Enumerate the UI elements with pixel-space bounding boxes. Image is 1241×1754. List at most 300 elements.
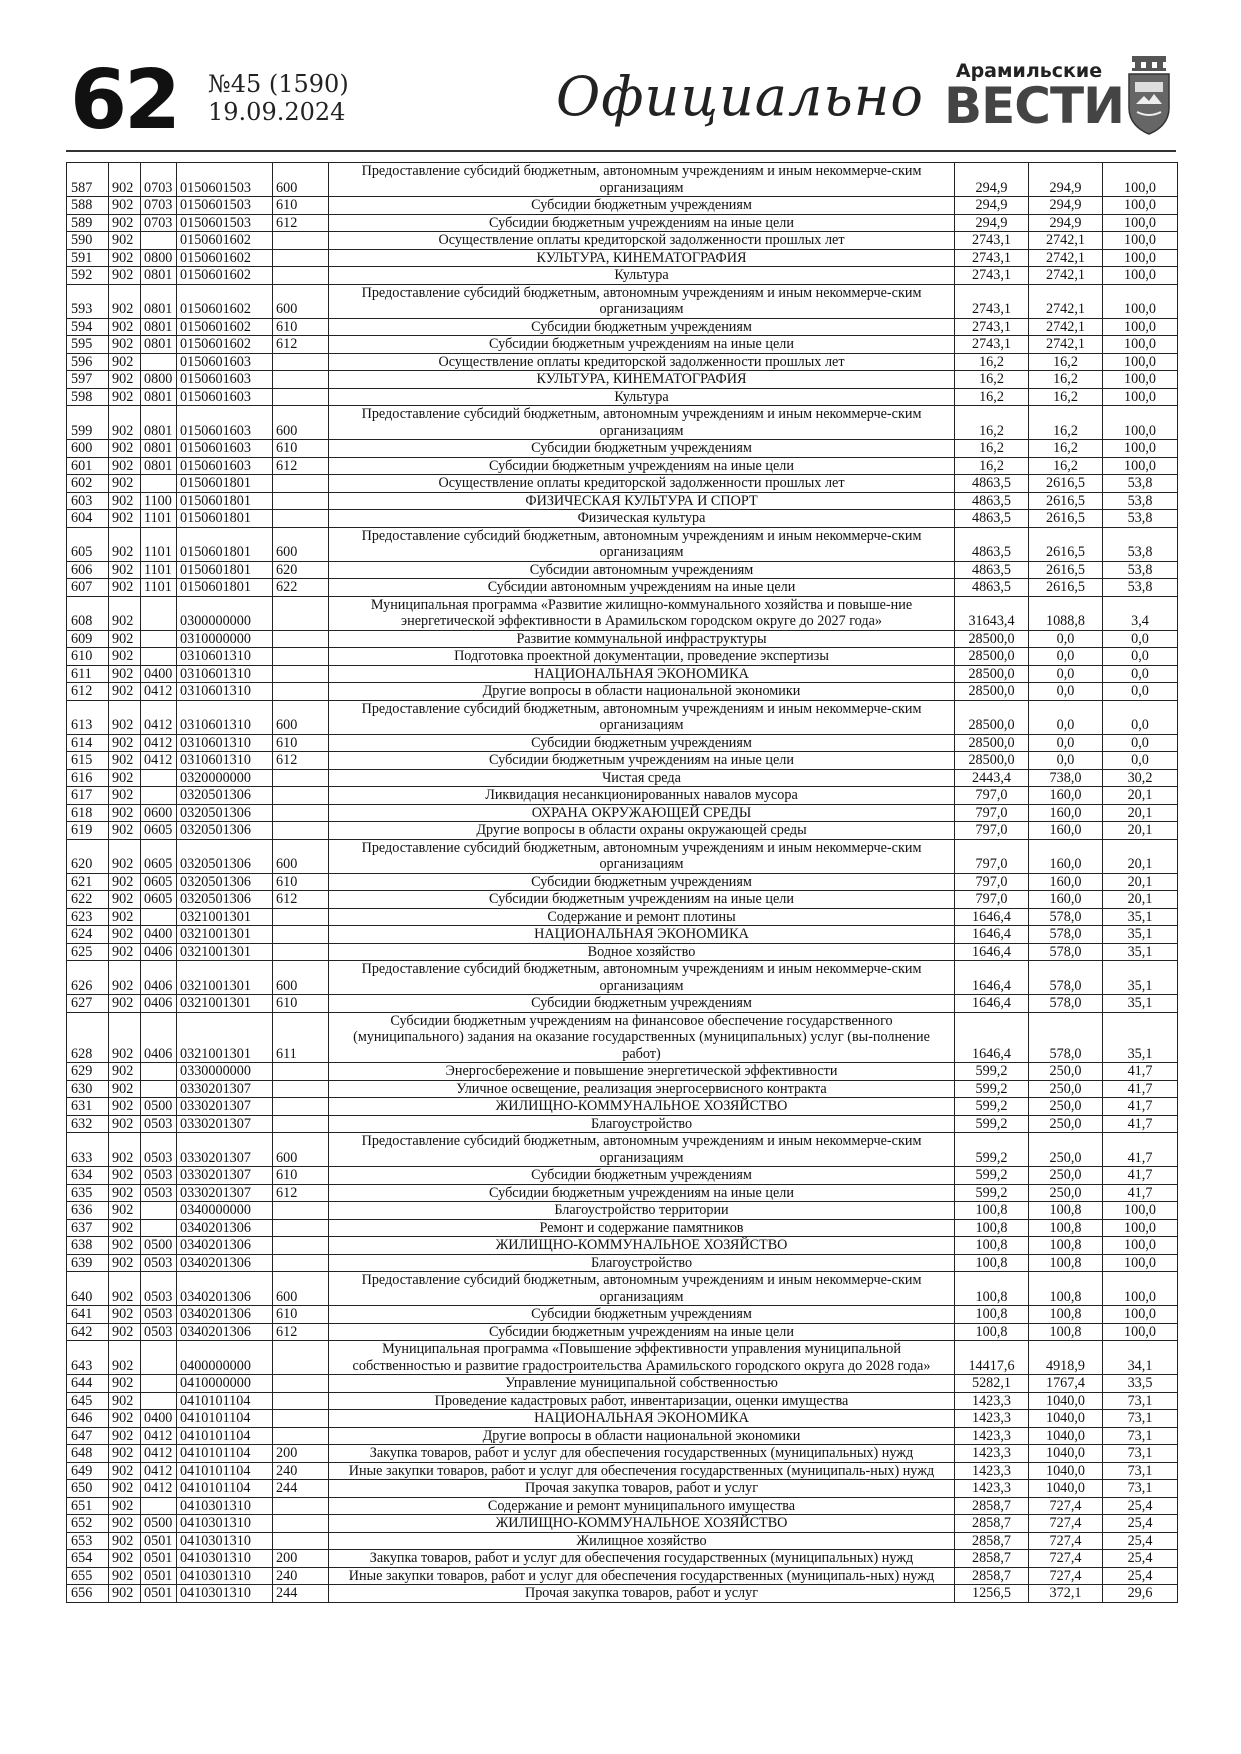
expense-type-cell: 600: [273, 163, 329, 197]
section-code-cell: 0801: [141, 406, 177, 440]
table-row: [67, 1272, 1178, 1306]
section-code-cell: 0412: [141, 1462, 177, 1480]
execution-percent-cell: 25,4: [1103, 1567, 1178, 1585]
planned-amount-cell: 16,2: [955, 371, 1029, 389]
row-number-cell: 613: [67, 700, 109, 734]
department-code-cell: 902: [109, 665, 141, 683]
row-number-cell: 640: [67, 1272, 109, 1306]
section-code-cell: 0801: [141, 267, 177, 285]
execution-percent-cell: 35,1: [1103, 995, 1178, 1013]
row-number-cell: 609: [67, 630, 109, 648]
execution-percent-cell: 41,7: [1103, 1080, 1178, 1098]
section-code-cell: [141, 1375, 177, 1393]
department-code-cell: 902: [109, 1462, 141, 1480]
department-code-cell: 902: [109, 926, 141, 944]
table-row: [67, 1410, 1178, 1428]
expense-type-cell: 612: [273, 891, 329, 909]
section-code-cell: 0406: [141, 995, 177, 1013]
table-row: [67, 457, 1178, 475]
row-number-cell: 649: [67, 1462, 109, 1480]
executed-amount-cell: 250,0: [1029, 1184, 1103, 1202]
target-article-cell: 0330201307: [177, 1133, 273, 1167]
target-article-cell: 0330201307: [177, 1098, 273, 1116]
department-code-cell: 902: [109, 1133, 141, 1167]
line-item-name-cell: Прочая закупка товаров, работ и услуг: [329, 1585, 955, 1603]
section-code-cell: [141, 630, 177, 648]
department-code-cell: 902: [109, 1115, 141, 1133]
target-article-cell: 0150601801: [177, 579, 273, 597]
department-code-cell: 902: [109, 527, 141, 561]
execution-percent-cell: 53,8: [1103, 527, 1178, 561]
row-number-cell: 636: [67, 1202, 109, 1220]
target-article-cell: 0410101104: [177, 1480, 273, 1498]
row-number-cell: 648: [67, 1445, 109, 1463]
execution-percent-cell: 41,7: [1103, 1063, 1178, 1081]
executed-amount-cell: 2742,1: [1029, 267, 1103, 285]
table-row: [67, 596, 1178, 630]
executed-amount-cell: 727,4: [1029, 1550, 1103, 1568]
planned-amount-cell: 4863,5: [955, 579, 1029, 597]
planned-amount-cell: 14417,6: [955, 1341, 1029, 1375]
row-number-cell: 616: [67, 769, 109, 787]
section-code-cell: 0412: [141, 734, 177, 752]
section-code-cell: [141, 232, 177, 250]
table-row: [67, 1445, 1178, 1463]
expense-type-cell: [273, 683, 329, 701]
expense-type-cell: 244: [273, 1480, 329, 1498]
table-row: [67, 561, 1178, 579]
newspaper-logo: [944, 58, 1124, 138]
target-article-cell: 0410101104: [177, 1392, 273, 1410]
execution-percent-cell: 41,7: [1103, 1184, 1178, 1202]
row-number-cell: 592: [67, 267, 109, 285]
target-article-cell: 0340201306: [177, 1237, 273, 1255]
section-code-cell: [141, 1341, 177, 1375]
execution-percent-cell: 100,0: [1103, 249, 1178, 267]
executed-amount-cell: 16,2: [1029, 440, 1103, 458]
expense-type-cell: [273, 804, 329, 822]
section-code-cell: [141, 648, 177, 666]
issue-info: [208, 70, 349, 126]
expense-type-cell: 610: [273, 873, 329, 891]
executed-amount-cell: 727,4: [1029, 1497, 1103, 1515]
execution-percent-cell: 73,1: [1103, 1427, 1178, 1445]
row-number-cell: 587: [67, 163, 109, 197]
line-item-name-cell: Управление муниципальной собственностью: [329, 1375, 955, 1393]
target-article-cell: 0150601602: [177, 318, 273, 336]
department-code-cell: 902: [109, 804, 141, 822]
executed-amount-cell: 1040,0: [1029, 1392, 1103, 1410]
section-code-cell: 0412: [141, 700, 177, 734]
target-article-cell: 0320501306: [177, 787, 273, 805]
row-number-cell: 631: [67, 1098, 109, 1116]
department-code-cell: 902: [109, 1098, 141, 1116]
planned-amount-cell: 1423,3: [955, 1410, 1029, 1428]
line-item-name-cell: ОХРАНА ОКРУЖАЮЩЕЙ СРЕДЫ: [329, 804, 955, 822]
executed-amount-cell: 1040,0: [1029, 1480, 1103, 1498]
table-row: [67, 232, 1178, 250]
department-code-cell: 902: [109, 1550, 141, 1568]
row-number-cell: 622: [67, 891, 109, 909]
planned-amount-cell: 4863,5: [955, 561, 1029, 579]
planned-amount-cell: 2858,7: [955, 1515, 1029, 1533]
department-code-cell: 902: [109, 336, 141, 354]
line-item-name-cell: Физическая культура: [329, 510, 955, 528]
line-item-name-cell: ЖИЛИЩНО-КОММУНАЛЬНОЕ ХОЗЯЙСТВО: [329, 1515, 955, 1533]
execution-percent-cell: 35,1: [1103, 1012, 1178, 1063]
department-code-cell: 902: [109, 1272, 141, 1306]
target-article-cell: 0150601503: [177, 163, 273, 197]
execution-percent-cell: 100,0: [1103, 440, 1178, 458]
execution-percent-cell: 100,0: [1103, 406, 1178, 440]
section-code-cell: [141, 1080, 177, 1098]
executed-amount-cell: 1088,8: [1029, 596, 1103, 630]
expense-type-cell: 600: [273, 1272, 329, 1306]
expense-type-cell: 612: [273, 457, 329, 475]
expense-type-cell: [273, 1219, 329, 1237]
execution-percent-cell: 25,4: [1103, 1515, 1178, 1533]
department-code-cell: 902: [109, 353, 141, 371]
section-code-cell: 0500: [141, 1515, 177, 1533]
expense-type-cell: [273, 665, 329, 683]
planned-amount-cell: 1256,5: [955, 1585, 1029, 1603]
executed-amount-cell: 4918,9: [1029, 1341, 1103, 1375]
line-item-name-cell: Энергосбережение и повышение энергетической эффективности: [329, 1063, 955, 1081]
section-code-cell: 0503: [141, 1254, 177, 1272]
planned-amount-cell: 797,0: [955, 822, 1029, 840]
line-item-name-cell: Благоустройство территории: [329, 1202, 955, 1220]
executed-amount-cell: 2616,5: [1029, 561, 1103, 579]
execution-percent-cell: 100,0: [1103, 163, 1178, 197]
expense-type-cell: [273, 1515, 329, 1533]
expense-type-cell: 200: [273, 1550, 329, 1568]
target-article-cell: 0150601801: [177, 527, 273, 561]
executed-amount-cell: 160,0: [1029, 822, 1103, 840]
section-code-cell: [141, 1202, 177, 1220]
line-item-name-cell: Уличное освещение, реализация энергосервисного контракта: [329, 1080, 955, 1098]
execution-percent-cell: 53,8: [1103, 561, 1178, 579]
target-article-cell: 0150601602: [177, 232, 273, 250]
target-article-cell: 0150601602: [177, 284, 273, 318]
target-article-cell: 0410000000: [177, 1375, 273, 1393]
executed-amount-cell: 294,9: [1029, 214, 1103, 232]
planned-amount-cell: 797,0: [955, 873, 1029, 891]
line-item-name-cell: Субсидии бюджетным учреждениям на иные цели: [329, 1323, 955, 1341]
table-row: [67, 336, 1178, 354]
expense-type-cell: 600: [273, 961, 329, 995]
section-code-cell: 0501: [141, 1585, 177, 1603]
department-code-cell: 902: [109, 1497, 141, 1515]
budget-table-body: [67, 163, 1178, 1603]
department-code-cell: 902: [109, 249, 141, 267]
target-article-cell: 0320501306: [177, 804, 273, 822]
department-code-cell: 902: [109, 579, 141, 597]
table-row: [67, 804, 1178, 822]
planned-amount-cell: 100,8: [955, 1306, 1029, 1324]
row-number-cell: 624: [67, 926, 109, 944]
department-code-cell: 902: [109, 1184, 141, 1202]
row-number-cell: 630: [67, 1080, 109, 1098]
section-code-cell: 0801: [141, 284, 177, 318]
header-rule: [66, 150, 1176, 152]
line-item-name-cell: Иные закупки товаров, работ и услуг для обеспечения государственных (муниципаль-ных) нужд: [329, 1462, 955, 1480]
line-item-name-cell: Водное хозяйство: [329, 943, 955, 961]
section-code-cell: 0503: [141, 1272, 177, 1306]
table-row: [67, 839, 1178, 873]
table-row: [67, 267, 1178, 285]
target-article-cell: 0340201306: [177, 1323, 273, 1341]
section-code-cell: 1101: [141, 561, 177, 579]
table-row: [67, 284, 1178, 318]
row-number-cell: 619: [67, 822, 109, 840]
line-item-name-cell: Муниципальная программа «Повышение эффективности управления муниципальной собственностью и развитие градостроительства Арамильского городского округа до 2028 года»: [329, 1341, 955, 1375]
row-number-cell: 595: [67, 336, 109, 354]
table-row: [67, 1133, 1178, 1167]
planned-amount-cell: 294,9: [955, 197, 1029, 215]
section-code-cell: [141, 596, 177, 630]
department-code-cell: 902: [109, 371, 141, 389]
expense-type-cell: 622: [273, 579, 329, 597]
expense-type-cell: 612: [273, 1184, 329, 1202]
execution-percent-cell: 53,8: [1103, 492, 1178, 510]
row-number-cell: 614: [67, 734, 109, 752]
executed-amount-cell: 160,0: [1029, 891, 1103, 909]
planned-amount-cell: 100,8: [955, 1272, 1029, 1306]
row-number-cell: 651: [67, 1497, 109, 1515]
department-code-cell: 902: [109, 995, 141, 1013]
row-number-cell: 602: [67, 475, 109, 493]
executed-amount-cell: 100,8: [1029, 1202, 1103, 1220]
target-article-cell: 0340201306: [177, 1272, 273, 1306]
logo-top-text: Арамильские: [955, 60, 1103, 82]
table-row: [67, 1497, 1178, 1515]
line-item-name-cell: Субсидии бюджетным учреждениям: [329, 1167, 955, 1185]
planned-amount-cell: 599,2: [955, 1098, 1029, 1116]
department-code-cell: 902: [109, 457, 141, 475]
expense-type-cell: [273, 1254, 329, 1272]
planned-amount-cell: 1646,4: [955, 1012, 1029, 1063]
executed-amount-cell: 578,0: [1029, 995, 1103, 1013]
department-code-cell: 902: [109, 1237, 141, 1255]
expense-type-cell: 200: [273, 1445, 329, 1463]
department-code-cell: 902: [109, 1323, 141, 1341]
target-article-cell: 0310601310: [177, 734, 273, 752]
target-article-cell: 0410301310: [177, 1550, 273, 1568]
issue-date: 19.09.2024: [208, 98, 346, 126]
expense-type-cell: [273, 1410, 329, 1428]
target-article-cell: 0330201307: [177, 1080, 273, 1098]
table-row: [67, 873, 1178, 891]
planned-amount-cell: 1646,4: [955, 943, 1029, 961]
execution-percent-cell: 35,1: [1103, 961, 1178, 995]
executed-amount-cell: 578,0: [1029, 908, 1103, 926]
row-number-cell: 647: [67, 1427, 109, 1445]
execution-percent-cell: 20,1: [1103, 822, 1178, 840]
row-number-cell: 593: [67, 284, 109, 318]
executed-amount-cell: 0,0: [1029, 700, 1103, 734]
planned-amount-cell: 1646,4: [955, 995, 1029, 1013]
target-article-cell: 0330201307: [177, 1184, 273, 1202]
line-item-name-cell: Культура: [329, 267, 955, 285]
table-row: [67, 249, 1178, 267]
line-item-name-cell: НАЦИОНАЛЬНАЯ ЭКОНОМИКА: [329, 1410, 955, 1428]
target-article-cell: 0330201307: [177, 1167, 273, 1185]
execution-percent-cell: 100,0: [1103, 1254, 1178, 1272]
section-code-cell: 1101: [141, 579, 177, 597]
row-number-cell: 598: [67, 388, 109, 406]
planned-amount-cell: 100,8: [955, 1202, 1029, 1220]
execution-percent-cell: 100,0: [1103, 371, 1178, 389]
section-code-cell: 0703: [141, 163, 177, 197]
target-article-cell: 0410301310: [177, 1497, 273, 1515]
department-code-cell: 902: [109, 492, 141, 510]
line-item-name-cell: ЖИЛИЩНО-КОММУНАЛЬНОЕ ХОЗЯЙСТВО: [329, 1237, 955, 1255]
row-number-cell: 653: [67, 1532, 109, 1550]
section-code-cell: 0801: [141, 440, 177, 458]
department-code-cell: 902: [109, 1063, 141, 1081]
execution-percent-cell: 30,2: [1103, 769, 1178, 787]
section-code-cell: 0503: [141, 1323, 177, 1341]
executed-amount-cell: 2742,1: [1029, 318, 1103, 336]
section-code-cell: 0703: [141, 214, 177, 232]
expense-type-cell: [273, 1497, 329, 1515]
section-code-cell: 0600: [141, 804, 177, 822]
line-item-name-cell: Чистая среда: [329, 769, 955, 787]
executed-amount-cell: 1767,4: [1029, 1375, 1103, 1393]
table-row: [67, 353, 1178, 371]
line-item-name-cell: ФИЗИЧЕСКАЯ КУЛЬТУРА И СПОРТ: [329, 492, 955, 510]
row-number-cell: 625: [67, 943, 109, 961]
department-code-cell: 902: [109, 440, 141, 458]
line-item-name-cell: Предоставление субсидий бюджетным, автономным учреждениям и иным некоммерче-ским организациям: [329, 406, 955, 440]
target-article-cell: 0410301310: [177, 1515, 273, 1533]
section-code-cell: 0412: [141, 683, 177, 701]
planned-amount-cell: 2743,1: [955, 318, 1029, 336]
expense-type-cell: 240: [273, 1462, 329, 1480]
expense-type-cell: [273, 510, 329, 528]
target-article-cell: 0321001301: [177, 995, 273, 1013]
expense-type-cell: [273, 1080, 329, 1098]
planned-amount-cell: 599,2: [955, 1063, 1029, 1081]
row-number-cell: 634: [67, 1167, 109, 1185]
row-number-cell: 650: [67, 1480, 109, 1498]
row-number-cell: 620: [67, 839, 109, 873]
row-number-cell: 599: [67, 406, 109, 440]
execution-percent-cell: 3,4: [1103, 596, 1178, 630]
section-code-cell: 0501: [141, 1567, 177, 1585]
execution-percent-cell: 0,0: [1103, 630, 1178, 648]
line-item-name-cell: Другие вопросы в области охраны окружающей среды: [329, 822, 955, 840]
line-item-name-cell: Муниципальная программа «Развитие жилищно-коммунального хозяйства и повыше-ние энергетической эффективности в Арамильском городском округе до 2027 года»: [329, 596, 955, 630]
section-code-cell: 1101: [141, 527, 177, 561]
row-number-cell: 605: [67, 527, 109, 561]
table-row: [67, 318, 1178, 336]
expense-type-cell: 240: [273, 1567, 329, 1585]
target-article-cell: 0310601310: [177, 683, 273, 701]
executed-amount-cell: 727,4: [1029, 1515, 1103, 1533]
executed-amount-cell: 16,2: [1029, 388, 1103, 406]
expense-type-cell: [273, 371, 329, 389]
expense-type-cell: 600: [273, 1133, 329, 1167]
execution-percent-cell: 0,0: [1103, 683, 1178, 701]
execution-percent-cell: 41,7: [1103, 1167, 1178, 1185]
table-row: [67, 665, 1178, 683]
department-code-cell: 902: [109, 648, 141, 666]
planned-amount-cell: 1646,4: [955, 926, 1029, 944]
execution-percent-cell: 20,1: [1103, 839, 1178, 873]
line-item-name-cell: Культура: [329, 388, 955, 406]
line-item-name-cell: Проведение кадастровых работ, инвентаризации, оценки имущества: [329, 1392, 955, 1410]
line-item-name-cell: Закупка товаров, работ и услуг для обеспечения государственных (муниципальных) нужд: [329, 1550, 955, 1568]
executed-amount-cell: 160,0: [1029, 839, 1103, 873]
execution-percent-cell: 100,0: [1103, 1219, 1178, 1237]
executed-amount-cell: 250,0: [1029, 1098, 1103, 1116]
department-code-cell: 902: [109, 769, 141, 787]
table-row: [67, 527, 1178, 561]
planned-amount-cell: 1646,4: [955, 908, 1029, 926]
execution-percent-cell: 0,0: [1103, 752, 1178, 770]
target-article-cell: 0340201306: [177, 1219, 273, 1237]
executed-amount-cell: 2742,1: [1029, 249, 1103, 267]
department-code-cell: 902: [109, 284, 141, 318]
execution-percent-cell: 100,0: [1103, 353, 1178, 371]
table-row: [67, 648, 1178, 666]
execution-percent-cell: 25,4: [1103, 1550, 1178, 1568]
target-article-cell: 0410301310: [177, 1532, 273, 1550]
executed-amount-cell: 100,8: [1029, 1219, 1103, 1237]
executed-amount-cell: 578,0: [1029, 1012, 1103, 1063]
row-number-cell: 629: [67, 1063, 109, 1081]
execution-percent-cell: 35,1: [1103, 926, 1178, 944]
planned-amount-cell: 28500,0: [955, 700, 1029, 734]
section-code-cell: 0406: [141, 1012, 177, 1063]
department-code-cell: 902: [109, 475, 141, 493]
line-item-name-cell: Субсидии бюджетным учреждениям: [329, 734, 955, 752]
row-number-cell: 632: [67, 1115, 109, 1133]
table-row: [67, 891, 1178, 909]
section-code-cell: 0605: [141, 891, 177, 909]
table-row: [67, 683, 1178, 701]
executed-amount-cell: 1040,0: [1029, 1427, 1103, 1445]
line-item-name-cell: Благоустройство: [329, 1254, 955, 1272]
line-item-name-cell: Осуществление оплаты кредиторской задолженности прошлых лет: [329, 353, 955, 371]
table-row: [67, 1254, 1178, 1272]
executed-amount-cell: 16,2: [1029, 353, 1103, 371]
expense-type-cell: 610: [273, 995, 329, 1013]
row-number-cell: 626: [67, 961, 109, 995]
expense-type-cell: [273, 353, 329, 371]
table-row: [67, 943, 1178, 961]
table-row: [67, 1515, 1178, 1533]
planned-amount-cell: 2858,7: [955, 1567, 1029, 1585]
department-code-cell: 902: [109, 1480, 141, 1498]
row-number-cell: 627: [67, 995, 109, 1013]
executed-amount-cell: 0,0: [1029, 648, 1103, 666]
table-row: [67, 787, 1178, 805]
department-code-cell: 902: [109, 267, 141, 285]
executed-amount-cell: 250,0: [1029, 1115, 1103, 1133]
department-code-cell: 902: [109, 561, 141, 579]
expense-type-cell: 610: [273, 197, 329, 215]
planned-amount-cell: 1423,3: [955, 1445, 1029, 1463]
execution-percent-cell: 53,8: [1103, 510, 1178, 528]
target-article-cell: 0150601801: [177, 492, 273, 510]
section-code-cell: 0503: [141, 1306, 177, 1324]
expense-type-cell: [273, 1392, 329, 1410]
row-number-cell: 655: [67, 1567, 109, 1585]
execution-percent-cell: 100,0: [1103, 1237, 1178, 1255]
table-row: [67, 440, 1178, 458]
